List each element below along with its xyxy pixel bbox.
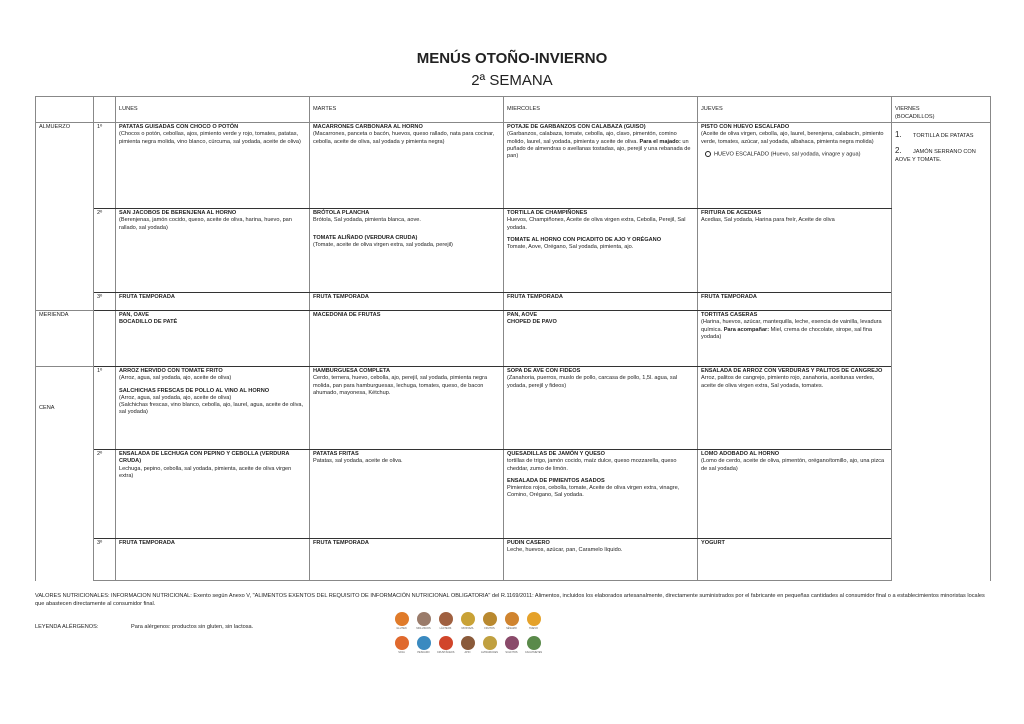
legend-label: LEYENDA ALÉRGENOS: xyxy=(35,624,99,630)
allergen-label: MOSTAZA xyxy=(461,627,474,630)
viernes-column xyxy=(892,123,991,581)
dish-name: MACARRONES CARBONARA AL HORNO xyxy=(313,124,423,130)
allergen-circle xyxy=(505,636,519,650)
allergen-label: CACAHUETES xyxy=(525,651,543,654)
course-1: 1º xyxy=(94,367,116,450)
course-2: 2º xyxy=(94,209,116,293)
allergen-moluscos-icon xyxy=(415,612,432,630)
dish-ingredients: (Berenjenas, jamón cocido, queso, aceite de oliva, harina, huevo, pan rallado, sal yodada) xyxy=(119,217,292,231)
dish-name: SALCHICHAS FRESCAS DE POLLO AL VINO AL HORNO xyxy=(119,387,270,394)
almuerzo-2-martes xyxy=(310,209,504,293)
dish-name: PATATAS GUISADAS CON CHOCO O POTÓN xyxy=(119,124,239,130)
allergen-soja-icon xyxy=(393,636,410,654)
dish-ingredients: Tomate, Aove, Orégano, Sal yodada, pimienta, ajo. xyxy=(507,244,634,251)
dish-ingredients: (Garbanzos, calabaza, tomate, cebolla, ajo, clavo, pimentón, comino molido, laurel, sal yodada, pimienta y aceite de oliva. Para el majado: un puñado de almendras o avellanas tostadas, ajo, perejil y una rebanada de pan) xyxy=(507,131,691,160)
almuerzo-1-jueves xyxy=(698,123,892,209)
dish-name: FRITURA DE ACEDIAS xyxy=(701,210,762,216)
dish-ingredients: (Lomo de cerdo, aceite de oliva, pimentón, orégano/tomillo, ajo, una pizca de sal yodada) xyxy=(701,458,885,472)
almuerzo-2-jueves xyxy=(698,209,892,293)
cena-3-jueves: YOGURT xyxy=(698,539,892,581)
day-header-martes: MARTES xyxy=(310,97,504,123)
allergen-icons xyxy=(393,612,553,660)
weekly-menu-table xyxy=(35,96,991,581)
allergen-circle xyxy=(417,612,431,626)
bullet-icon xyxy=(705,151,711,157)
allergen-crustáceos-icon xyxy=(437,636,454,654)
merienda-martes: MACEDONIA DE FRUTAS xyxy=(310,311,504,367)
allergen-label: SULFITOS xyxy=(505,651,518,654)
legend-text: Para alérgenos: productos sin gluten, sin lactosa. xyxy=(131,624,254,630)
dish-ingredients: Brótola, Sal yodada, pimienta blanca, aove. xyxy=(313,217,421,224)
allergen-apio-icon xyxy=(459,636,476,654)
cena-2-martes xyxy=(310,450,504,539)
dish-ingredients: Lechuga, pepino, cebolla, sal yodada, pimienta, aceite de oliva virgen extra) xyxy=(119,465,292,479)
menu-title: MENÚS OTOÑO-INVIERNO xyxy=(416,50,608,67)
cena-2-miercoles xyxy=(504,450,698,539)
dish-ingredients: (Arroz, agua, sal yodada, ajo, aceite de oliva) xyxy=(119,375,232,382)
allergen-label: FRUTOS xyxy=(484,627,495,630)
dish-name: PATATAS FRITAS xyxy=(313,451,359,457)
allergen-circle xyxy=(527,636,541,650)
course-3: 3º xyxy=(94,293,116,311)
allergen-circle xyxy=(439,636,453,650)
dish-ingredients: tortillas de trigo, jamón cocido, maíz dulce, queso mozzarella, queso cheddar, zumo de limón. xyxy=(507,458,677,472)
viernes-header: VIERNES xyxy=(895,106,920,113)
day-header-viernes xyxy=(892,97,991,123)
almuerzo-1-martes xyxy=(310,123,504,209)
dish-name: SAN JACOBOS DE BERENJENA AL HORNO xyxy=(119,210,237,216)
allergen-label: LÁCTEOS xyxy=(439,627,452,630)
merienda-lunes: PAN, OAVE BOCADILLO DE PATÉ xyxy=(116,311,310,367)
almuerzo-3-martes: FRUTA TEMPORADA xyxy=(310,293,504,311)
menu-subtitle: 2ª SEMANA xyxy=(471,72,553,89)
allergen-circle xyxy=(527,612,541,626)
allergen-label: ALTRAMUCES xyxy=(481,651,498,654)
dish-ingredients: (Harina, huevos, azúcar, mantequilla, leche, esencia de vainilla, levadura química. Para acompañar: Miel, crema de chocolate, sirope, sal fina yodada) xyxy=(701,319,882,340)
dish-name: TOMATE ALIÑADO (VERDURA CRUDA) xyxy=(313,234,418,241)
dish-name: POTAJE DE GARBANZOS CON CALABAZA (GUISO) xyxy=(507,124,646,130)
meal-cena: CENA xyxy=(36,367,94,450)
dish-ingredients: (Aceite de oliva virgen, cebolla, ajo, laurel, berenjena, calabacín, pimiento verde, tomates, azúcar, sal yodada, albahaca, pimienta negra molida) xyxy=(701,131,884,145)
allergen-label: PESCADO xyxy=(417,651,430,654)
allergen-label: MOLUSCOS xyxy=(416,627,431,630)
allergen-frutos-icon xyxy=(481,612,498,630)
allergen-circle xyxy=(505,612,519,626)
allergen-circle xyxy=(395,636,409,650)
meal-merienda: MERIENDA xyxy=(36,311,94,367)
allergen-huevo-icon xyxy=(525,612,542,630)
cena-3-martes: FRUTA TEMPORADA xyxy=(310,539,504,581)
day-header-miercoles: MIERCOLES xyxy=(504,97,698,123)
course-3: 3º xyxy=(94,539,116,581)
corner-cell xyxy=(36,97,94,123)
allergen-gluten-icon xyxy=(393,612,410,630)
almuerzo-3-miercoles: FRUTA TEMPORADA xyxy=(504,293,698,311)
almuerzo-2-miercoles xyxy=(504,209,698,293)
allergen-sésamo-icon xyxy=(503,612,520,630)
allergen-circle xyxy=(439,612,453,626)
dish-name: PUDIN CASERO xyxy=(507,540,550,546)
course-1: 1º xyxy=(94,123,116,209)
viernes-item-1: 1. TORTILLA DE PATATAS xyxy=(895,130,974,139)
allergen-circle xyxy=(483,612,497,626)
cena-1-martes xyxy=(310,367,504,450)
viernes-item-2: 2. JAMÓN SERRANO CON AOVE Y TOMATE. xyxy=(895,146,976,163)
allergen-cacahuetes-icon xyxy=(525,636,542,654)
course-header xyxy=(94,97,116,123)
allergen-label: HUEVO xyxy=(529,627,538,630)
allergen-circle xyxy=(395,612,409,626)
almuerzo-1-lunes xyxy=(116,123,310,209)
allergen-circle xyxy=(461,636,475,650)
dish-ingredients: Pimientos rojos, cebolla, tomate, Aceite de oliva virgen extra, vinagre, Comino, Orégano, Sal yodada. xyxy=(507,485,680,499)
nutrition-note: VALORES NUTRICIONALES: INFORMACION NUTRICIONAL: Exento según Anexo V, "ALIMENTOS EXENTOS DEL REQUISITO DE INFORMACIÓN NUTRICIONAL OBLIGATORIA" del R.1169/2011: Alimentos, incluidos los elaborados artesanalmente, directamente suministrados por el fabricante en pequeñas cantidades al consumidor final o a establecimientos minoristas locales que abastecen directamente al consumidor final. xyxy=(35,593,985,607)
majado-label: Para el majado: xyxy=(639,138,681,145)
allergen-altramuces-icon xyxy=(481,636,498,654)
allergen-label: SÉSAMO xyxy=(506,627,517,630)
allergen-pescado-icon xyxy=(415,636,432,654)
course-2: 2º xyxy=(94,450,116,539)
day-header-lunes: LUNES xyxy=(116,97,310,123)
dish-ingredients: (Chocos o potón, cebollas, ajos, pimiento verde y rojo, tomates, patatas, pimienta negra molida, vino blanco, cúrcuma, sal yodada, aceite de oliva) xyxy=(119,131,301,145)
cena-1-lunes: ARROZ HERVIDO CON TOMATE FRITO (Arroz, agua, sal yodada, ajo, aceite de oliva) SALCHICHAS FRESCAS DE POLLO AL VINO AL HORNO (Arroz, agua, sal yodada, ajo, aceite de oliva) (Salchichas frescas, vino blanco, cebolla, ajo, laurel, agua, aceite de oliva, sal yodada) xyxy=(116,367,310,450)
dish-ingredients: Cerdo, ternera, huevo, cebolla, ajo, perejil, sal yodada, pimienta negra molida, pan para hamburguesas, lechuga, tomates, queso, de bacon ahumado, mayonesa, Kétchup. xyxy=(313,375,488,396)
dish-ingredients: (Tomate, aceite de oliva virgen extra, sal yodada, perejil) xyxy=(313,241,453,248)
merienda-miercoles: PAN, AOVE CHOPED DE PAVO xyxy=(504,311,698,367)
allergen-mostaza-icon xyxy=(459,612,476,630)
dish-name: ENSALADA DE LECHUGA CON PEPINO Y CEBOLLA (VERDURA CRUDA) xyxy=(119,451,290,465)
dish-ingredients: Acedias, Sal yodada, Harina para freír, Aceite de oliva xyxy=(701,217,835,224)
dish-name: SOPA DE AVE CON FIDEOS xyxy=(507,368,581,374)
dish-name: BRÓTOLA PLANCHA xyxy=(313,210,370,216)
allergen-circle xyxy=(417,636,431,650)
dish-ingredients: (Macarrones, panceta o bacón, huevos, queso rallado, nata para cocinar, cebolla, aceite de oliva, sal yodada y pimienta negra) xyxy=(313,131,495,145)
almuerzo-3-lunes: FRUTA TEMPORADA xyxy=(116,293,310,311)
almuerzo-1-miercoles xyxy=(504,123,698,209)
allergen-circle xyxy=(483,636,497,650)
allergen-circle xyxy=(461,612,475,626)
merienda-jueves xyxy=(698,311,892,367)
allergen-label: APIO xyxy=(464,651,471,654)
dish-name: ENSALADA DE PIMIENTOS ASADOS xyxy=(507,477,605,484)
allergen-lácteos-icon xyxy=(437,612,454,630)
cena-3-lunes: FRUTA TEMPORADA xyxy=(116,539,310,581)
cena-3-miercoles xyxy=(504,539,698,581)
dish-name: ENSALADA DE ARROZ CON VERDURAS Y PALITOS DE CANGREJO xyxy=(701,368,883,374)
dish-extra: HUEVO ESCALFADO (Huevo, sal yodada, vinagre y agua) xyxy=(701,151,888,159)
dish-ingredients: Huevos, Champiñones, Aceite de oliva virgen extra, Cebolla, Perejil, Sal yodada. xyxy=(507,217,686,231)
almuerzo-3-jueves: FRUTA TEMPORADA xyxy=(698,293,892,311)
allergen-label: CRUSTÁCEOS xyxy=(437,651,455,654)
day-header-jueves: JUEVES xyxy=(698,97,892,123)
dish-name: HAMBURGUESA COMPLETA xyxy=(313,368,391,374)
meal-almuerzo: ALMUERZO xyxy=(36,123,94,209)
dish-name: LOMO ADOBADO AL HORNO xyxy=(701,451,780,457)
cena-1-miercoles xyxy=(504,367,698,450)
viernes-subheader: (BOCADILLOS) xyxy=(895,113,935,120)
dish-name: QUESADILLAS DE JAMÓN Y QUESO xyxy=(507,451,606,457)
allergen-label: GLUTEN xyxy=(396,627,407,630)
dish-name: TORTILLA DE CHAMPIÑONES xyxy=(507,210,588,216)
cena-1-jueves xyxy=(698,367,892,450)
dish-ingredients: (Zanahoria, puerros, muslo de pollo, carcasa de pollo, 1,5l. agua, sal yodada, perejil y fideos) xyxy=(507,375,678,389)
dish-name: TORTITAS CASERAS xyxy=(701,312,758,318)
dish-name: ARROZ HERVIDO CON TOMATE FRITO xyxy=(119,368,223,374)
dish-name: TOMATE AL HORNO CON PICADITO DE AJO Y ORÉGANO xyxy=(507,236,662,243)
dish-name: PISTO CON HUEVO ESCALFADO xyxy=(701,124,790,130)
cena-2-lunes xyxy=(116,450,310,539)
dish-ingredients: Arroz, palitos de cangrejo, pimiento rojo, zanahoria, aceitunas verdes, aceite de oliva virgen extra, Sal yodada, tomates. xyxy=(701,375,875,389)
almuerzo-2-lunes xyxy=(116,209,310,293)
allergen-sulfitos-icon xyxy=(503,636,520,654)
dish-ingredients: Patatas, sal yodada, aceite de oliva. xyxy=(313,458,403,465)
cena-2-jueves xyxy=(698,450,892,539)
dish-ingredients: Leche, huevos, azúcar, pan, Caramelo líquido. xyxy=(507,547,623,554)
allergen-label: SOJA xyxy=(398,651,405,654)
